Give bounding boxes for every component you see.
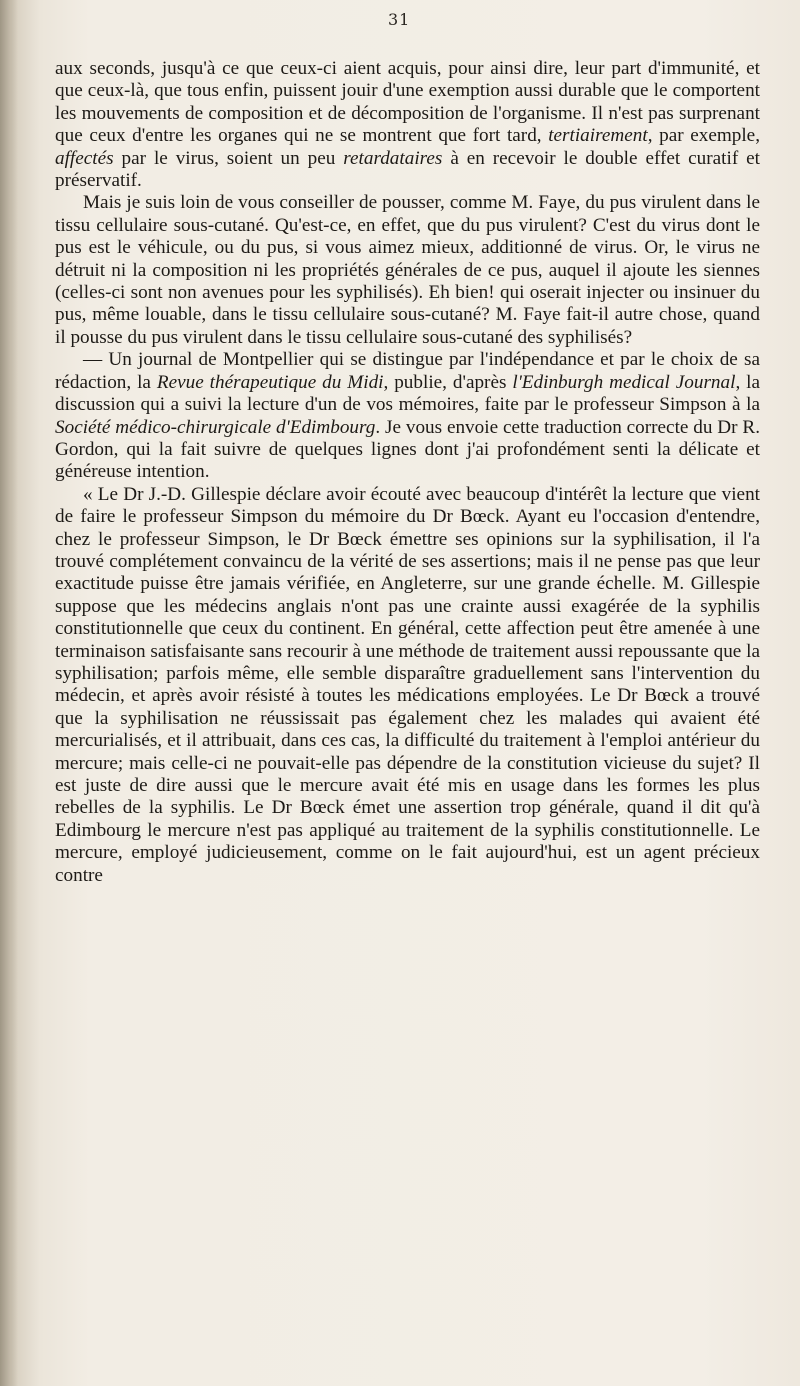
page-number: 31 bbox=[388, 10, 411, 29]
paragraph-3-italic-b: l'Edinburgh medical Journal bbox=[512, 371, 736, 393]
paragraph-3 bbox=[55, 349, 760, 483]
paragraph-3-text-a: — Un journal de Montpellier qui se distingue par l'indépendance et par le choix de sa rédaction, la bbox=[55, 349, 760, 393]
page-spine-shadow bbox=[0, 0, 18, 1386]
paragraph-1-text-a: aux seconds, jusqu'à ce que ceux-ci aient acquis, pour ainsi dire, leur part d'immunité, et que ceux-là, que tous enfin, puissent jouir d'une exemption aussi durable que le comportent les mouvements de composition et de décomposition de l'organisme. Il n'est pas surprenant que ceux d'entre les organes qui ne se montrent que fort tard, bbox=[55, 58, 760, 147]
paragraph-1-text-d: à en recevoir le double effet curatif et préservatif. bbox=[55, 147, 760, 192]
paragraph-1-text-c: par le virus, soient un peu bbox=[113, 147, 344, 169]
paragraph-1-text-b: , par exemple, bbox=[647, 125, 760, 147]
paragraph-1 bbox=[55, 58, 760, 192]
paragraph-1-italic-a: tertiairement bbox=[548, 125, 648, 147]
body-text bbox=[55, 58, 760, 887]
paragraph-3-text-d: . Je vous envoie cette traduction correcte du Dr R. Gordon, qui la fait suivre de quelques lignes dont j'ai profondément senti la délicate et généreuse intention. bbox=[55, 416, 760, 483]
paragraph-3-italic-c: Société médico-chirurgicale d'Edimbourg bbox=[55, 416, 376, 438]
paragraph-3-italic-a: Revue thérapeutique du Midi bbox=[156, 371, 384, 393]
paragraph-1-italic-c: retardataires bbox=[343, 147, 443, 169]
paragraph-2: Mais je suis loin de vous conseiller de pousser, comme M. Faye, du pus virulent dans le tissu cellulaire sous-cutané. Qu'est-ce, en effet, que du pus virulent? C'est du virus dont le pus est le véhicule, ou du pus, si vous aimez mieux, additionné de virus. Or, le virus ne détruit ni la composition ni les propriétés générales de ce pus, auquel il ajoute les siennes (celles-ci sont non avenues pour les syphilisés). Eh bien! qui oserait injecter ou insinuer du pus, même louable, dans le tissu cellulaire sous-cutané? M. Faye fait-il autre chose, quand il pousse du pus virulent dans le tissu cellulaire sous-cutané des syphilisés? bbox=[55, 192, 760, 348]
paragraph-1-italic-b: affectés bbox=[55, 147, 114, 169]
paragraph-3-text-b: , publie, d'après bbox=[383, 371, 513, 393]
paragraph-4: « Le Dr J.-D. Gillespie déclare avoir écouté avec beaucoup d'intérêt la lecture que vient de faire le professeur Simpson du mémoire du Dr Bœck. Ayant eu l'occasion d'entendre, chez le professeur Simpson, le Dr Bœck émettre ses opinions sur la syphilisation, il l'a trouvé complétement convaincu de la vérité de ses assertions; mais il ne pense pas que leur exactitude puisse être jamais vérifiée, en Angleterre, sur une grande échelle. M. Gillespie suppose que les médecins anglais n'ont pas une crainte aussi exagérée de la syphilis constitutionnelle que ceux du continent. En général, cette affection peut être amenée à une terminaison satisfaisante sans recourir à une méthode de traitement aussi repoussante que la syphilisation; parfois même, elle semble disparaître graduellement sans l'intervention du médecin, et après avoir résisté à toutes les médications employées. Le Dr Bœck a trouvé que la syphilisation ne réussissait pas également chez les malades qui avaient été mercurialisés, et il attribuait, dans ces cas, la difficulté du traitement à l'emploi antérieur du mercure; mais celle-ci ne pouvait-elle pas dépendre de la constitution vicieuse du sujet? Il est juste de dire aussi que le mercure avait été mis en usage dans les formes les plus rebelles de la syphilis. Le Dr Bœck émet une assertion trop générale, quand il dit qu'à Edimbourg le mercure n'est pas appliqué au traitement de la syphilis constitutionnelle. Le mercure, employé judicieusement, comme on le fait aujourd'hui, est un agent précieux contre bbox=[55, 483, 760, 886]
paragraph-3-text-c: , la discussion qui a suivi la lecture d'un de vos mémoires, faite par le professeur Simpson à la bbox=[55, 371, 761, 416]
